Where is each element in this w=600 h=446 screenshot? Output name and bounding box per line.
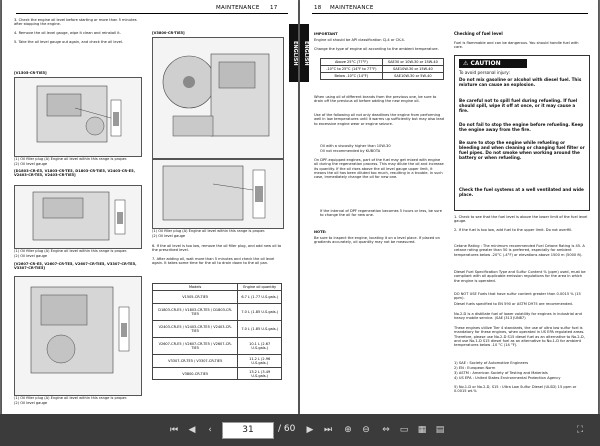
figure-v3800-gauge <box>152 159 284 229</box>
left-page-number: 17 <box>270 5 278 11</box>
fuel-section-title: Checking of fuel level <box>454 31 503 36</box>
oil-quantity-table <box>152 283 282 380</box>
table-cell: V3800-CR-TIE5 <box>153 368 238 380</box>
important-title: IMPORTANT <box>314 32 338 36</box>
oil-note-1: When using oil of different brands from the previous one, be sure to drain off the previous oil before adding the new engine oil. <box>314 95 437 104</box>
table-cell: 10.1 L (2.67 U.S.gals.) <box>238 338 282 355</box>
fuel-footnote-5: 5) No.1-D or No.2-D, S15 : Ultra Low Sulfur Diesel (ULSD) 15 ppm or 0.0015 wt.% <box>454 385 577 394</box>
table-row <box>153 368 282 380</box>
fuel-footnote-3: 3) ASTM : American Society of Testing and Materials <box>454 371 548 375</box>
table-row <box>153 355 282 368</box>
caution-item-2: Be careful not to spill fuel during refueling. If fuel should spill, wipe it off at once, or it may cause a fire. <box>459 98 578 113</box>
figure-caption-6: (2) Oil level gauge <box>14 401 48 405</box>
caution-item-5: Check the fuel systems at a well ventilated and wide place. <box>459 187 584 197</box>
left-language-tab: ENGLISH <box>289 24 298 82</box>
model-label-v3800: [V3800-CR-TIE5] <box>152 31 185 35</box>
figure-v1505 <box>14 77 142 157</box>
table-cell: 11.2 L (2.96 U.S.gals.) <box>238 355 282 368</box>
fuel-bullet-5: No.2-D is a distillate fuel of lower volatility for engines in industrial and heavy mobile service. (SAE J313 JUN87) <box>454 312 582 321</box>
table-cell: 6.7 L (1.77 U.S.gals.) <box>238 291 282 304</box>
fuel-footnote-1: 1) SAE : Society of Automotive Engineers <box>454 361 529 365</box>
left-page <box>2 0 298 414</box>
left-header-rule <box>16 13 288 14</box>
right-page-number: 18 <box>314 5 322 11</box>
fuel-step-2: 2. If the fuel is too low, add fuel to the upper limit. Do not overfill. <box>454 228 573 232</box>
fuel-footnote-4: 4) US EPA : United States Environmental Protection Agency <box>454 376 561 380</box>
caution-label: CAUTION <box>470 60 501 67</box>
oil-gauge-illustration <box>153 160 283 228</box>
figure-caption-3: (1) Oil filler plug (A) Engine oil level within this range is proper. <box>14 249 128 253</box>
fuel-bullet-4: Diesel fuels specified to EN 590 or ASTM D975 are recommended. <box>454 302 573 306</box>
caution-banner <box>459 59 527 68</box>
caution-item-1: Do not mix gasoline or alcohol with diesel fuel. This mixture can cause an explosion. <box>459 77 582 87</box>
step-6: 6. If the oil level is too low, remove the oil filler plug, and add new oil to the prescribed level. <box>152 244 282 253</box>
table-cell: SAE30 or 10W-30 or 15W-40 <box>382 59 443 66</box>
figure-v3800-engine <box>152 37 284 159</box>
engine-illustration-4 <box>153 38 283 158</box>
table-cell: SAE10W-30 or 15W-40 <box>382 66 443 73</box>
important-item-1: Engine oil should be API classification CJ-4 or CK-4. <box>314 38 405 42</box>
oil-note-5: On DPF-equipped engines, part of the fuel may get mixed with engine oil during the regeneration process. This may dilute the oil and increase its quantity. If the oil rises above the oil level gauge upper limit, it means the oil has been diluted too much, resulting in a trouble. In such case, immediately change the oil for new one. <box>314 158 444 180</box>
right-header-rule <box>312 13 588 14</box>
step-5: 5. Take the oil level gauge out again, and check the oil level. <box>14 40 124 44</box>
oil-note-2: Use of the following oil not only deadlines the engine from performing well in low temperatures until it warms up sufficiently but may also lead to excessive engine wear or engine seizure. <box>314 113 444 126</box>
warning-triangle-icon: ⚠ <box>463 60 469 67</box>
table-cell: D1803-CR-E5 / V1803-CR-TE5 / D1803-CR-TIE5 <box>153 304 238 321</box>
caution-item-4: Be sure to stop the engine while refueling or bleeding and when cleaning or changing fuel filter or fuel pipes. Do not smoke when working around the battery or when refueling. <box>459 140 585 160</box>
engine-illustration-2 <box>15 186 141 248</box>
model-label-d1803: [D1803-CR-E5, V1803-CR-TE5, D1803-CR-TIE5, V2403-CR-E5, V2403-CR-TE5, V2403-CR-TIE5] <box>14 169 135 178</box>
fullscreen-icon[interactable]: ⛶ <box>576 425 584 435</box>
table-cell: SAE10W-30 or 5W-40 <box>382 73 443 80</box>
model-label-v2607: [V2607-CR-E5, V2607-CR-TE5, V2607-CR-TIE5, V3307-CR-TE5, V3307-CR-TIE5] <box>14 262 137 271</box>
next-page-icon[interactable]: ▶ <box>306 425 314 435</box>
zoom-out-icon[interactable]: ⊖ <box>362 425 370 435</box>
table-row <box>153 304 282 321</box>
table-row <box>321 66 444 73</box>
fit-width-icon[interactable]: ⇔ <box>382 425 390 435</box>
oil-note-3: Oil with a viscosity higher than 10W-30 <box>320 144 391 148</box>
fuel-bullet-1: Cetane Rating : The minimum recommended Fuel Cetane Rating is 45. A cetane rating greater than 50 is preferred, especially for ambient temperatures below -20°C (-4°F) or elevations above 1500 m (5000 ft). <box>454 244 585 257</box>
oil-note-4: Oil not recommended by KUBOTA <box>320 149 381 153</box>
left-section-title: MAINTENANCE <box>216 5 260 11</box>
viewer-toolbar <box>0 414 600 446</box>
step-4: 4. Remove the oil level gauge, wipe it clean and reinstall it. <box>14 31 121 35</box>
fuel-bullet-2: Diesel Fuel Specification Type and Sulfur Content % (ppm) used, must be compliant with all applicable emission regulations for the area in which the engine is operated. <box>454 270 586 283</box>
thumbnail-icon[interactable]: ▤ <box>435 425 445 435</box>
table-row <box>321 73 444 80</box>
step-3: 3. Check the engine oil level before starting or more than 5 minutes after stopping the engine. <box>14 18 137 27</box>
figure-caption-7: (1) Oil filler plug (A) Engine oil level within this range is proper. <box>152 229 266 233</box>
figure-caption-5: (1) Oil filler plug (A) Engine oil level within this range is proper. <box>14 396 128 400</box>
right-page <box>300 0 598 414</box>
table-header-cell: Models <box>153 284 238 291</box>
temperature-oil-table <box>320 58 444 80</box>
table-cell: 13.2 L (3.49 U.S.gals.) <box>238 368 282 380</box>
table-cell: Above 25°C (77°F) <box>321 59 383 66</box>
grid-view-icon[interactable]: ▦ <box>417 425 427 435</box>
figure-caption-1: (1) Oil filler plug (A) Engine oil level within this range is proper. <box>14 157 128 161</box>
table-header-row <box>153 284 282 291</box>
zoom-in-icon[interactable]: ⊕ <box>344 425 352 435</box>
table-cell: 7.0 L (1.85 U.S.gals.) <box>238 304 282 321</box>
step-7: 7. After adding oil, wait more than 5 minutes and check the oil level again. It takes some time for the oil to drain down to the oil pan. <box>152 257 275 266</box>
right-section-title: MAINTENANCE <box>330 5 374 11</box>
fuel-bullet-3: DO NOT USE Fuels that have sulfur content greater than 0.0015 % (15 ppm). <box>454 292 581 301</box>
prev-page-icon[interactable]: ◀ <box>188 425 196 435</box>
engine-illustration-1 <box>15 78 141 156</box>
fuel-step-1: 1. Check to see that the fuel level is above the lower limit of the fuel level gauge. <box>454 215 588 224</box>
figure-v2607 <box>14 276 142 396</box>
table-row <box>153 338 282 355</box>
table-row <box>153 291 282 304</box>
table-cell: V3307-CR-TE5 / V3307-CR-TIE5 <box>153 355 238 368</box>
last-page-icon[interactable]: ⏭ <box>323 425 333 435</box>
right-language-tab: ENGLISH <box>300 24 309 82</box>
caution-subtitle: To avoid personal injury: <box>459 70 510 75</box>
table-row <box>153 321 282 338</box>
important-item-2: Change the type of engine oil according to the ambient temperature. <box>314 47 439 51</box>
caution-item-3: Do not fail to stop the engine before refueling. Keep the engine away from the fire. <box>459 122 584 132</box>
note-title: NOTE: <box>314 230 327 234</box>
fuel-intro: Fuel is flammable and can be dangerous. You should handle fuel with care. <box>454 41 579 50</box>
figure-caption-4: (2) Oil level gauge <box>14 254 48 258</box>
page-total: / 60 <box>278 424 296 434</box>
caution-box <box>454 55 590 211</box>
page-number-input[interactable]: 31 <box>222 422 274 439</box>
figure-caption-2: (2) Oil level gauge <box>14 162 48 166</box>
figure-caption-8: (2) Oil level gauge <box>152 234 186 238</box>
first-page-icon[interactable]: ⏮ <box>169 425 179 435</box>
table-cell: V2403-CR-E5 / V2403-CR-TE5 / V2403-CR-TIE5 <box>153 321 238 338</box>
engine-illustration-3 <box>15 277 141 395</box>
single-page-icon[interactable]: ▭ <box>399 425 409 435</box>
note-item-1: Be sure to inspect the engine, locating it on a level place. If placed on gradients accurately, oil quantity may not be measured. <box>314 236 440 245</box>
table-cell: 7.0 L (1.85 U.S.gals.) <box>238 321 282 338</box>
figure-d1803 <box>14 185 142 249</box>
table-cell: V1505-CR-TIE5 <box>153 291 238 304</box>
fuel-footnote-2: 2) EN : European Norm <box>454 366 496 370</box>
model-label-v1505: [V1505-CR-TIE5] <box>14 71 47 75</box>
prev-page-alt-icon[interactable]: ‹ <box>208 425 212 435</box>
table-cell: Below -10°C (14°F) <box>321 73 383 80</box>
table-cell: V2607-CR-E5 / V2607-CR-TE5 / V2607-CR-TIE5 <box>153 338 238 355</box>
table-cell: -10°C to 25°C (14°F to 77°F) <box>321 66 383 73</box>
fuel-bullet-6: These engines utilize Tier 4 standards, the use of ultra low sulfur fuel is mandatory for these engines, when operated in US EPA regulated areas. Therefore, please use No.2-D S15 diesel fuel as an alternative to No.2-D, and use No.1-D S15 diesel fuel as an alternative to No.1-D for ambient temperatures below -10 °C (14 °F). <box>454 326 585 348</box>
table-row <box>321 59 444 66</box>
oil-note-6: If the interval of DPF regeneration becomes 5 hours or less, be sure to change the oil for new one. <box>320 209 442 218</box>
table-header-cell: Engine oil quantity <box>238 284 282 291</box>
